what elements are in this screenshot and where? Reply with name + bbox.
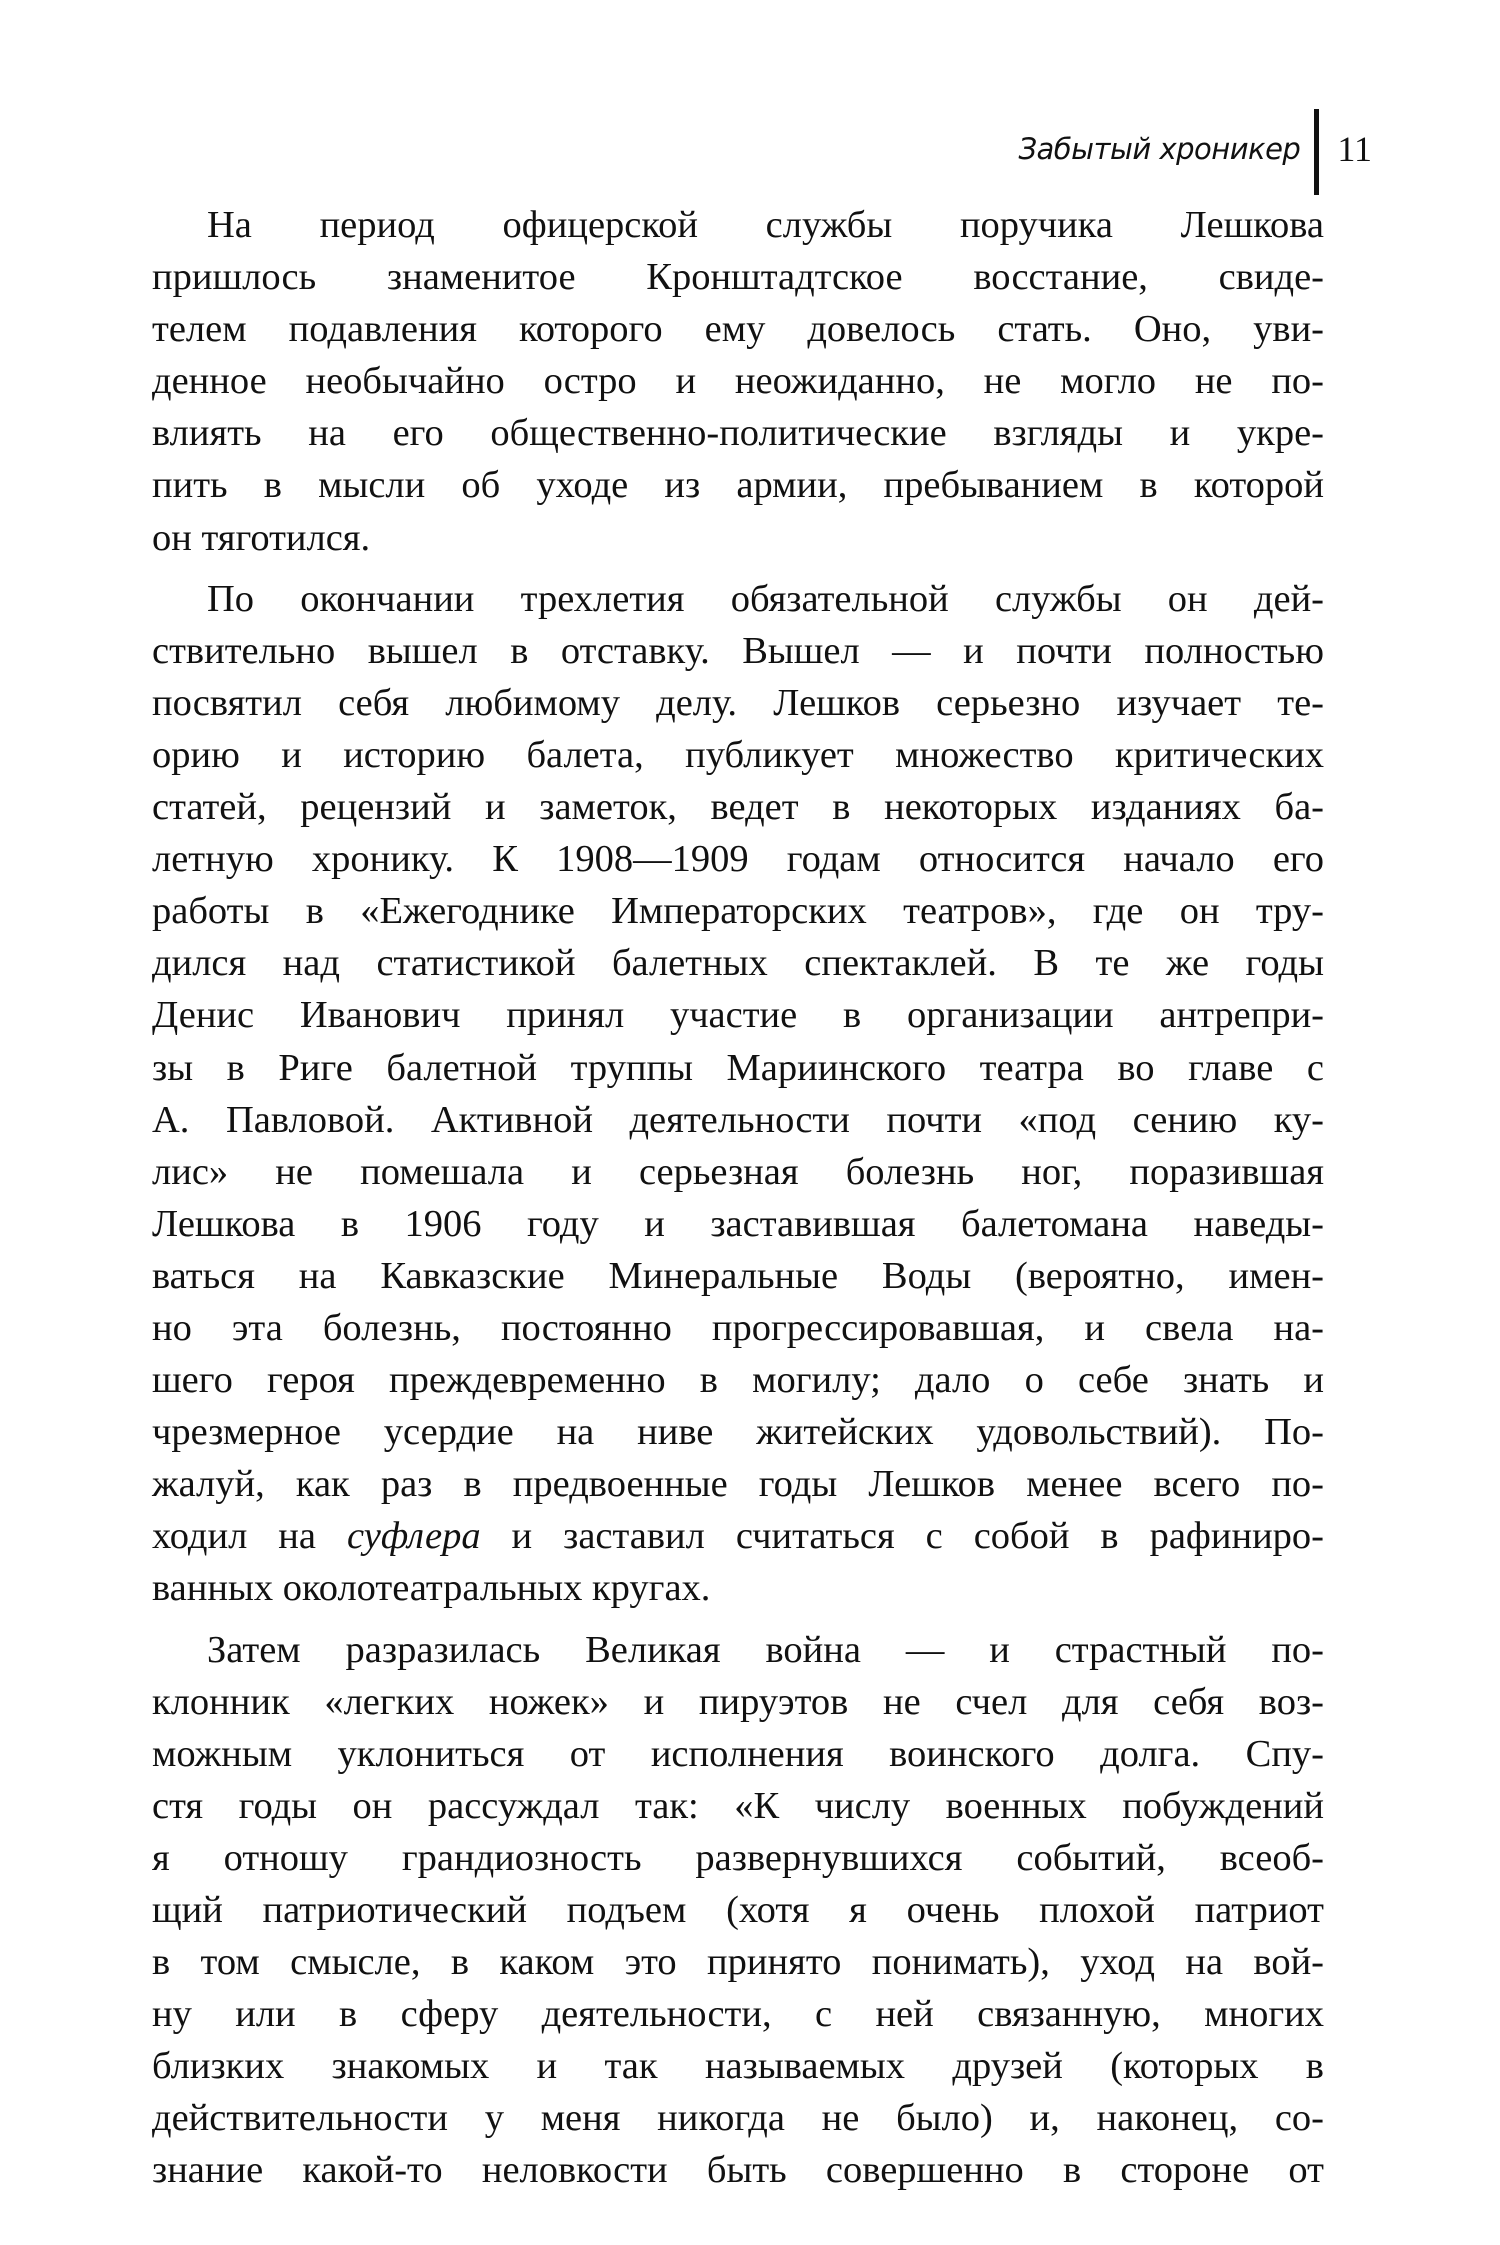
paragraph-2 <box>152 573 1324 1615</box>
body-text <box>152 199 1324 2206</box>
text-line: чрезмерное усердие на ниве житейских удовольствий). По- <box>152 1411 1324 1454</box>
text-line: шего героя преждевременно в могилу; дало о себе знать и <box>152 1359 1324 1402</box>
text-line: стя годы он рассуждал так: «К числу военных побуждений <box>152 1784 1324 1827</box>
paragraph-1 <box>152 199 1324 564</box>
text-line: телем подавления которого ему довелось стать. Оно, уви- <box>152 308 1324 351</box>
text-line: ваться на Кавказские Минеральные Воды (вероятно, имен- <box>152 1254 1324 1297</box>
text-line: статей, рецензий и заметок, ведет в некоторых изданиях ба- <box>152 786 1324 829</box>
text-line: влиять на его общественно-политические взгляды и укре- <box>152 412 1324 455</box>
emphasized-word: суфлера <box>346 1515 481 1558</box>
text-line: пить в мысли об уходе из армии, пребыванием в которой <box>152 464 1324 507</box>
text-line: ствительно вышел в отставку. Вышел — и почти полностью <box>152 629 1324 672</box>
text-line: Затем разразилась Великая война — и страстный по- <box>207 1628 1324 1671</box>
text-line: можным уклониться от исполнения воинского долга. Спу- <box>152 1732 1324 1775</box>
running-title: Забытый хроникер <box>1018 132 1301 166</box>
text-line: На период офицерской службы поручика Лешкова <box>207 204 1324 246</box>
text-line: он тяготился. <box>152 516 371 559</box>
text-line: А. Павловой. Активной деятельности почти «под сению ку- <box>152 1098 1324 1141</box>
text-line: По окончании трехлетия обязательной службы он дей- <box>207 577 1324 620</box>
text-line: знание какой-то неловкости быть совершенно в стороне от <box>152 2149 1324 2192</box>
text-line: щий патриотический подъем (хотя я очень плохой патриот <box>152 1889 1324 1931</box>
text-line: Лешкова в 1906 году и заставившая балетомана наведы- <box>152 1202 1324 1245</box>
page-number: 11 <box>1337 129 1372 169</box>
text-line: лис» не помешала и серьезная болезнь ног, поразившая <box>152 1150 1324 1193</box>
text-line: ну или в сферу деятельности, с ней связанную, многих <box>152 1993 1324 2036</box>
text-line-with-emphasis <box>152 1510 1324 1562</box>
text-line: Денис Иванович принял участие в организации антрепри- <box>152 994 1324 1037</box>
paragraph-3 <box>152 1624 1324 2197</box>
running-header <box>1018 118 1372 180</box>
text-line: клонник «легких ножек» и пируэтов не счел для себя воз- <box>152 1680 1324 1723</box>
text-line: я отношу грандиозность развернувшихся событий, всеоб- <box>152 1836 1324 1879</box>
text-segment: и заставил считаться с собой в рафиниро- <box>480 1515 1324 1558</box>
text-line: зы в Риге балетной труппы Мариинского театра во главе с <box>152 1046 1324 1089</box>
text-line: действительности у меня никогда не было) и, наконец, со- <box>152 2097 1324 2140</box>
text-line: близких знакомых и так называемых друзей (которых в <box>152 2045 1324 2088</box>
text-line: ванных околотеатральных кругах. <box>152 1567 711 1610</box>
text-line: в том смысле, в каком это принято понимать), уход на вой- <box>152 1941 1324 1984</box>
text-line: работы в «Ежегоднике Императорских театров», где он тру- <box>152 890 1324 933</box>
text-line: орию и историю балета, публикует множество критических <box>152 733 1324 776</box>
text-line: дился над статистикой балетных спектаклей. В те же годы <box>152 942 1324 985</box>
text-line: посвятил себя любимому делу. Лешков серьезно изучает те- <box>152 681 1324 724</box>
text-line: но эта болезнь, постоянно прогрессировавшая, и свела на- <box>152 1306 1324 1349</box>
text-line: жалуй, как раз в предвоенные годы Лешков менее всего по- <box>152 1463 1324 1506</box>
text-segment: ходил на <box>152 1515 347 1558</box>
text-line: денное необычайно остро и неожиданно, не могло не по- <box>152 360 1324 403</box>
text-line: летную хронику. К 1908—1909 годам относится начало его <box>152 838 1324 881</box>
text-line: пришлось знаменитое Кронштадтское восстание, свиде- <box>152 256 1324 299</box>
